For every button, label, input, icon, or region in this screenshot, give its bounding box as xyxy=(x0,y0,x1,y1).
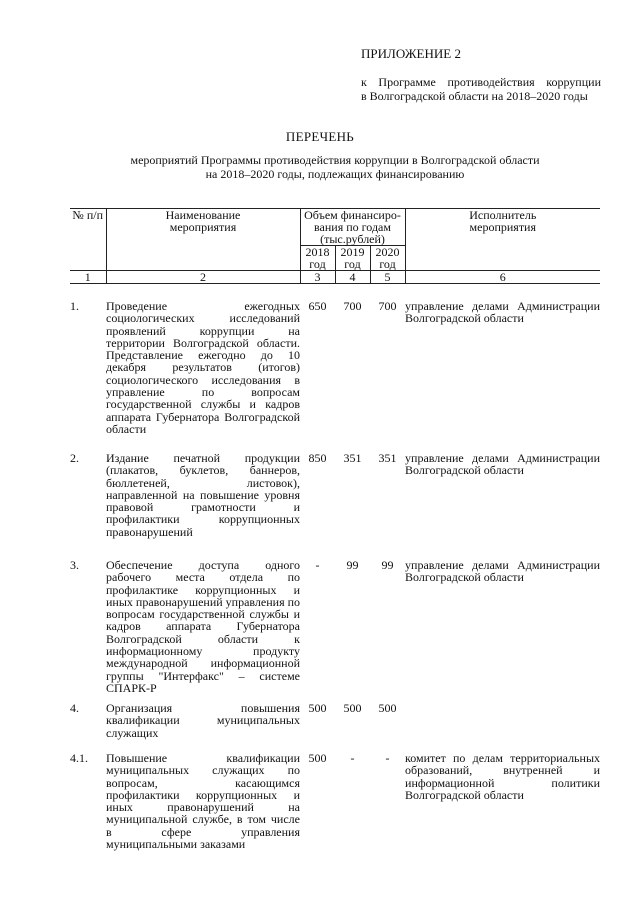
row-value-2020: 700 xyxy=(378,299,397,313)
row-number: 2. xyxy=(70,451,79,465)
document-title: ПЕРЕЧЕНЬ xyxy=(285,129,355,144)
row-value-2018: 500 xyxy=(308,751,327,765)
subtitle-line-1: мероприятий Программы противодействия коррупции в Волгоградской области xyxy=(130,153,540,167)
row-value-2019: 700 xyxy=(343,299,362,313)
row-executor xyxy=(405,702,600,752)
header-year-2019: 2019 год xyxy=(335,246,370,271)
row-number: 4. xyxy=(70,701,79,715)
row-executor: комитет по делам территориальных образований, внутренней и информационной политики Волгоградской области xyxy=(405,751,601,802)
header-year-2020: 2020 год xyxy=(370,246,405,271)
subtitle-line-2: на 2018–2020 годы, подлежащих финансированию xyxy=(205,167,465,181)
program-reference xyxy=(361,75,601,103)
header-executor: Исполнитель мероприятия xyxy=(405,209,600,271)
row-value-2018: - xyxy=(315,558,320,572)
row-value-2020: 500 xyxy=(378,701,397,715)
col-number: 6 xyxy=(405,271,600,284)
header-year-2018: 2018 год xyxy=(300,246,335,271)
row-value-2018: 850 xyxy=(308,451,327,465)
appendix-label: ПРИЛОЖЕНИЕ 2 xyxy=(361,46,461,61)
row-value-2019: 99 xyxy=(346,558,359,572)
row-number: 4.1. xyxy=(70,751,88,765)
row-name: Проведение ежегодных социологических исследований проявлений коррупции на территории Волгоградской области. Представление ежегодно до 10 декабря результатов (итогов) социологического исследования в управление по вопросам государственной службы и кадров аппарата Губернатора Волгоградской области xyxy=(106,299,300,436)
row-name: Организация повышения квалификации муниципальных служащих xyxy=(106,701,300,740)
row-executor: управление делами Администрации Волгоградской области xyxy=(405,299,601,326)
table-row xyxy=(70,559,600,702)
row-value-2020: 351 xyxy=(378,451,397,465)
row-value-2019: 500 xyxy=(343,701,362,715)
row-name: Обеспечение доступа одного рабочего места отдела по профилактике коррупционных и иных правонарушений управления по вопросам государственной службы и кадров аппарата Губернатора Волгоградской области к информационному продукту международной информационной группы "Интерфакс" – системе СПАРК-Р xyxy=(106,558,301,695)
row-value-2019: - xyxy=(350,751,355,765)
row-name: Повышение квалификации муниципальных служащих по вопросам, касающимся профилактики коррупционных и иных правонарушений на муниципальной службе, в том числе в сфере управления муниципальными заказами xyxy=(106,751,300,852)
header-num: № п/п xyxy=(70,209,106,271)
col-number: 1 xyxy=(70,271,106,284)
financing-table xyxy=(70,208,600,850)
col-number: 4 xyxy=(335,271,370,284)
row-value-2020: - xyxy=(385,751,390,765)
row-executor: управление делами Администрации Волгоградской области xyxy=(405,558,601,585)
table-row xyxy=(70,284,600,453)
col-number: 5 xyxy=(370,271,405,284)
table-row xyxy=(70,452,600,559)
program-reference-line-1: к Программе противодействия коррупции xyxy=(361,75,601,89)
row-value-2018: 650 xyxy=(308,299,327,313)
col-number: 3 xyxy=(300,271,335,284)
table-row xyxy=(70,702,600,752)
row-number: 1. xyxy=(70,299,79,313)
program-reference-line-2: в Волгоградской области на 2018–2020 годы xyxy=(361,89,588,103)
row-value-2018: 500 xyxy=(308,701,327,715)
header-volume: Объем финансиро-вания по годам (тыс.рублей) xyxy=(300,209,405,246)
table-row xyxy=(70,752,600,850)
col-number: 2 xyxy=(106,271,300,284)
document-subtitle xyxy=(70,153,600,181)
row-value-2020: 99 xyxy=(381,558,394,572)
row-value-2019: 351 xyxy=(343,451,362,465)
header-name: Наименование мероприятия xyxy=(106,209,300,271)
row-executor: управление делами Администрации Волгоградской области xyxy=(405,451,601,478)
row-number: 3. xyxy=(70,558,79,572)
row-name: Издание печатной продукции (плакатов, буклетов, баннеров, бюллетеней, листовок), направленной на повышение уровня правовой грамотности и профилактики коррупционных правонарушений xyxy=(106,451,300,539)
